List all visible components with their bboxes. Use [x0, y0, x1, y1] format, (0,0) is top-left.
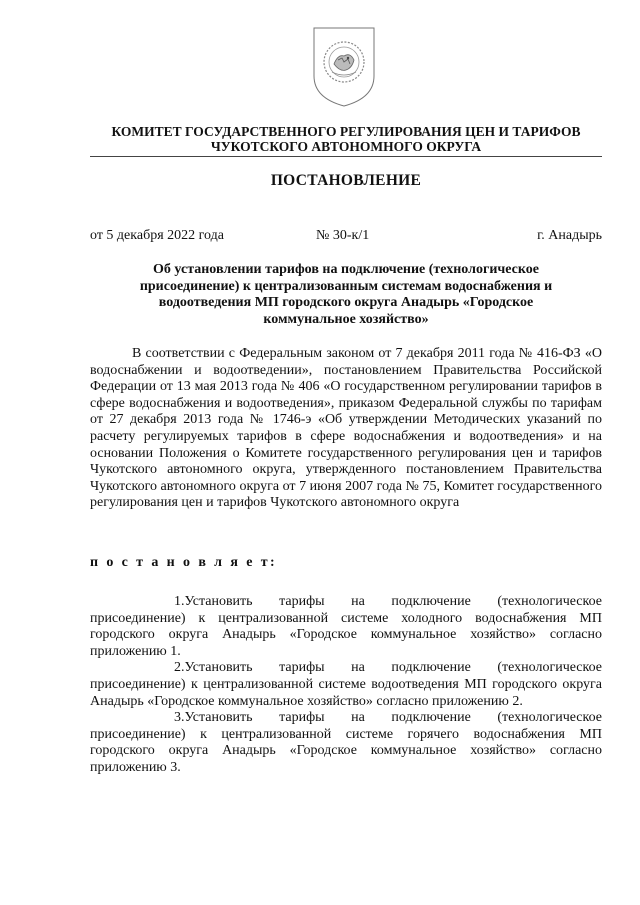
- document-subject: Об установлении тарифов на подключение (технологическое присоединение) к централизованным системам водоснабжения и водоотведения МП городского округа Анадырь «Городское коммунальное хозяйство»: [139, 262, 553, 327]
- document-number: № 30-к/1: [316, 228, 370, 243]
- committee-name: [90, 124, 602, 154]
- decree-word: п о с т а н о в л я е т:: [90, 555, 278, 570]
- document-date: от 5 декабря 2022 года: [90, 228, 224, 243]
- item-text: Установить тарифы на подключение (технологическое присоединение) к централизованной системе водоотведения МП городского округа Анадырь «Городское коммунальное хозяйство» согласно приложению 2.: [90, 660, 602, 709]
- item-number: 2.: [174, 660, 185, 676]
- document-meta-row: [90, 228, 602, 246]
- resolution-item-2: [90, 660, 602, 710]
- item-number: 3.: [174, 710, 185, 726]
- resolution-items: [90, 594, 602, 777]
- resolution-item-3: [90, 710, 602, 776]
- resolution-item-1: [90, 594, 602, 660]
- item-text: Установить тарифы на подключение (технологическое присоединение) к централизованной системе горячего водоснабжения МП городского округа Анадырь «Городское коммунальное хозяйство» согласно приложению 3.: [90, 710, 602, 775]
- chukotka-coat-of-arms-icon: [308, 24, 380, 108]
- item-number: 1.: [174, 594, 185, 609]
- preamble-paragraph: В соответствии с Федеральным законом от 7 декабря 2011 года № 416-ФЗ «О водоснабжении и водоотведении», постановлением Правительства Российской Федерации от 13 мая 2013 года № 406 «О государственном регулировании тарифов в сфере водоснабжения и водоотведения», приказом Федеральной службы по тарифам от 27 декабря 2013 года № 1746-э «Об утверждении Методических указаний по расчету регулируемых тарифов в сфере водоснабжения и водоотведения» и на основании Положения о Комитете государственного регулирования цен и тарифов Чукотского автономного округа, утвержденного постановлением Правительства Чукотского автономного округа от 7 июня 2007 года № 75, Комитет государственного регулирования цен и тарифов Чукотского автономного округа: [90, 346, 602, 511]
- document-type-title: ПОСТАНОВЛЕНИЕ: [270, 172, 422, 189]
- committee-name-line-2: ЧУКОТСКОГО АВТОНОМНОГО ОКРУГА: [210, 139, 482, 154]
- document-city: г. Анадырь: [537, 228, 602, 243]
- item-text: Установить тарифы на подключение (технологическое присоединение) к централизованной системе холодного водоснабжения МП городского округа Анадырь «Городское коммунальное хозяйство» согласно приложению 1.: [90, 594, 602, 659]
- header-divider: [90, 156, 602, 157]
- committee-name-line-1: КОМИТЕТ ГОСУДАРСТВЕННОГО РЕГУЛИРОВАНИЯ ЦЕН И ТАРИФОВ: [111, 124, 581, 139]
